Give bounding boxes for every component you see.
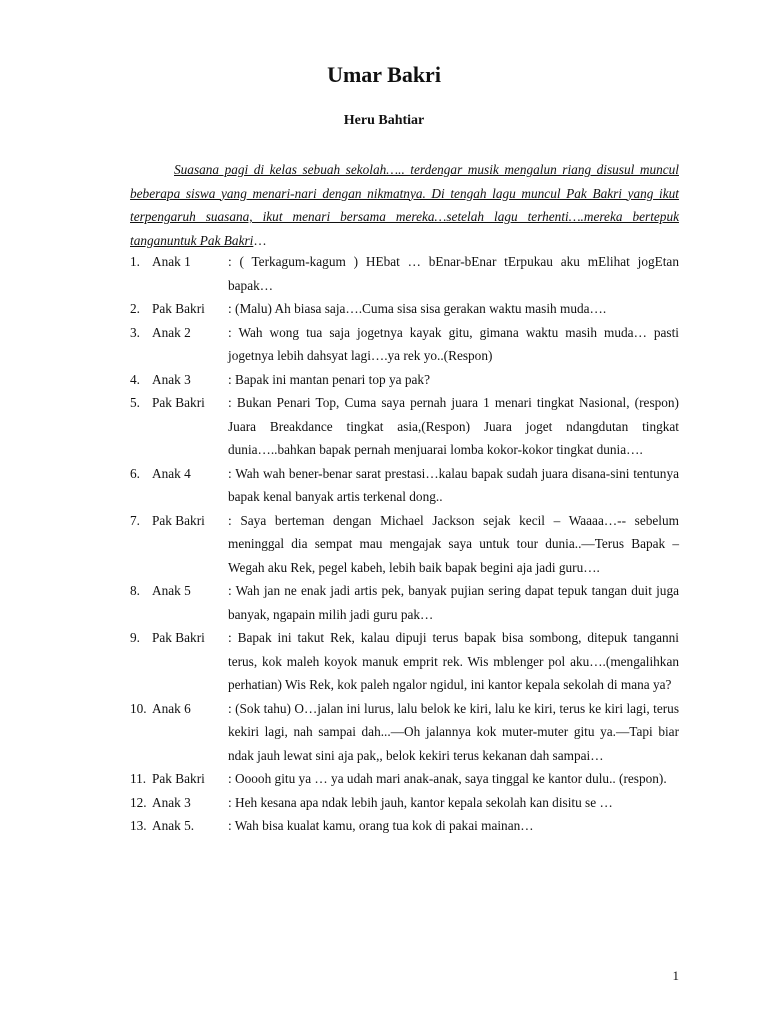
speaker-name: Pak Bakri <box>152 630 205 645</box>
line-number: 5. <box>130 395 140 410</box>
speaker-name: Anak 2 <box>152 324 191 340</box>
intro-tail: … <box>253 232 267 248</box>
dialogue-text: : Bapak ini takut Rek, kalau dipuji terus bapak bisa sombong, ditepuk tanganni terus, kok maleh koyok manuk emprit rek. Wis mblenger pol aku….(mengalihkan perhatian) Wis Rek, kok paleh ngalor ngidul, ini kantor kepala sekolah di mana ya? <box>228 630 679 692</box>
intro-paragraph <box>130 158 679 252</box>
line-number: 12. <box>130 794 147 810</box>
speaker-name: Anak 5. <box>152 818 195 833</box>
dialogue-line <box>130 462 679 509</box>
dialogue-text: : Wah bisa kualat kamu, orang tua kok di pakai mainan… <box>228 818 534 833</box>
dialogue-line <box>130 791 679 815</box>
document-author: Heru Bahtiar <box>343 113 425 128</box>
intro-text: Suasana pagi di kelas sebuah sekolah….. terdengar musik mengalun riang disusul muncul beberapa siswa yang menari-nari dengan nikmatnya. Di tengah lagu muncul Pak Bakri yang ikut terpengaruh suasana, ikut menari bersama mereka…setelah lagu terhenti….mereka bertepuk tanganuntuk Pak Bakri <box>130 162 679 248</box>
speaker-name: Pak Bakri <box>152 771 205 786</box>
line-number: 8. <box>130 583 140 598</box>
line-number: 7. <box>130 512 140 528</box>
dialogue-text: : Wah jan ne enak jadi artis pek, banyak pujian sering dapat tepuk tangan duit juga banyak, ngapain milih jadi guru pak… <box>228 583 679 622</box>
line-number: 2. <box>130 301 140 316</box>
line-number: 1. <box>130 254 140 269</box>
dialogue-text: : Wah wah bener-benar sarat prestasi…kalau bapak sudah juara disana-sini tentunya bapak kenal banyak artis terkenal dong.. <box>228 465 679 504</box>
dialogue-text: : Heh kesana apa ndak lebih jauh, kantor kepala sekolah kan disitu se … <box>228 794 613 810</box>
dialogue-line <box>130 579 679 626</box>
line-number: 6. <box>130 465 140 481</box>
line-number: 11. <box>130 771 147 786</box>
speaker-name: Anak 6 <box>152 700 191 716</box>
speaker-name: Pak Bakri <box>152 512 205 528</box>
dialogue-line <box>130 368 679 392</box>
dialogue-line <box>130 814 679 838</box>
dialogue-line <box>130 697 679 768</box>
dialogue-line <box>130 250 679 297</box>
dialogue-text: : (Sok tahu) O…jalan ini lurus, lalu belok ke kiri, lalu ke kiri, terus ke kiri lagi, terus kekiri lagi, nah sampai dah...—Oh jalannya kok muter-muter gitu ya.—Tapi biar ndak jauh lewat sini aja pak,, belok kekiri terus kekanan dah sampai… <box>228 700 679 763</box>
speaker-name: Anak 3 <box>152 794 191 810</box>
dialogue-line <box>130 321 679 368</box>
dialogue-line <box>130 297 679 321</box>
dialogue-line <box>130 509 679 580</box>
speaker-name: Anak 5 <box>152 583 191 598</box>
line-number: 13. <box>130 818 147 833</box>
document-title: Umar Bakri <box>327 62 441 87</box>
dialogue-text: : Bukan Penari Top, Cuma saya pernah juara 1 menari tingkat Nasional, (respon) Juara Breakdance tingkat asia,(Respon) Juara joget ndangdutan tingkat dunia…..bahkan bapak pernah menjuarai lomba kokor-kokor tingkat dunia…. <box>228 395 679 457</box>
dialogue-line <box>130 391 679 462</box>
dialogue-list <box>130 250 679 838</box>
dialogue-text: : Bapak ini mantan penari top ya pak? <box>228 371 430 387</box>
speaker-name: Pak Bakri <box>152 301 205 316</box>
speaker-name: Pak Bakri <box>152 395 205 410</box>
dialogue-text: : Wah wong tua saja jogetnya kayak gitu, gimana waktu masih muda… pasti jogetnya lebih dahsyat lagi….ya rek yo..(Respon) <box>228 324 679 363</box>
line-number: 10. <box>130 700 147 716</box>
speaker-name: Anak 4 <box>152 465 191 481</box>
speaker-name: Anak 3 <box>152 371 191 387</box>
page-number: 1 <box>672 968 679 983</box>
dialogue-text: : ( Terkagum-kagum ) HEbat … bEnar-bEnar tErpukau aku mElihat jogEtan bapak… <box>228 254 679 293</box>
speaker-name: Anak 1 <box>152 254 191 269</box>
dialogue-text: : Saya berteman dengan Michael Jackson sejak kecil – Waaaa…-- sebelum meninggal dia sempat mau mengajak saya untuk tour dunia..—Terus Bapak – Wegah aku Rek, pegel kabeh, lebih baik bapak begini aja jadi guru…. <box>228 512 679 575</box>
dialogue-text: : Ooooh gitu ya … ya udah mari anak-anak, saya tinggal ke kantor dulu.. (respon). <box>228 771 667 786</box>
dialogue-text: : (Malu) Ah biasa saja….Cuma sisa sisa gerakan waktu masih muda…. <box>228 301 607 316</box>
line-number: 3. <box>130 324 140 340</box>
dialogue-line <box>130 767 679 791</box>
line-number: 9. <box>130 630 140 645</box>
line-number: 4. <box>130 371 140 387</box>
dialogue-line <box>130 626 679 697</box>
